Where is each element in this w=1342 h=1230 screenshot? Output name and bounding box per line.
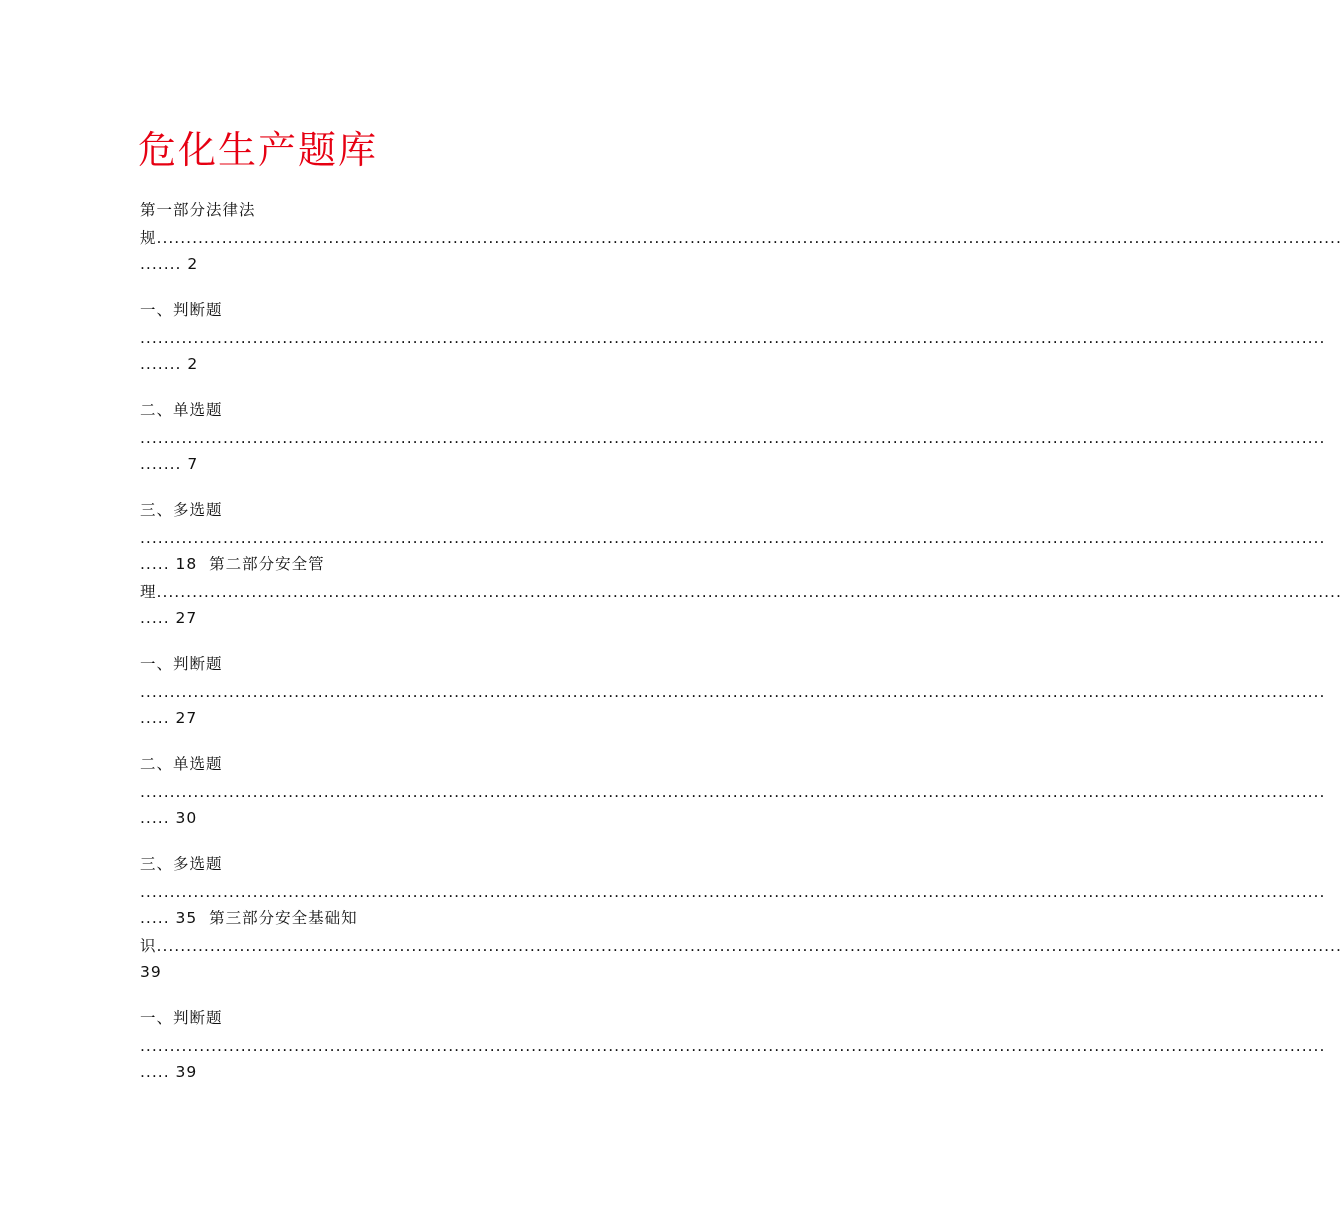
- toc-leader: ........................................................................................................................................................................................................: [140, 683, 1326, 701]
- toc-line-text: 识: [140, 937, 157, 955]
- toc-line: [140, 936, 1342, 956]
- toc-line: ..... 30: [140, 809, 198, 827]
- toc-line: 第一部分法律法: [140, 201, 256, 219]
- toc-line: ..... 18 第二部分安全管: [140, 555, 325, 573]
- toc-line: [140, 528, 1326, 548]
- toc-line: ....... 2: [140, 255, 199, 273]
- toc-leader: ........................................................................................................................................................................................................: [140, 883, 1326, 901]
- toc-leader: ........................................................................................................................................................................................................: [140, 1037, 1326, 1055]
- toc-leader: ........................................................................................................................................................................................................: [140, 329, 1326, 347]
- toc-leader: ........................................................................................................................................................................................................: [140, 783, 1326, 801]
- toc-leader: ........................................................................................................................................................................................................: [140, 529, 1326, 547]
- toc-line-text: 规: [140, 229, 157, 247]
- toc-line: 一、判断题: [140, 1009, 223, 1027]
- toc-line: 三、多选题: [140, 501, 223, 519]
- toc-line: [140, 582, 1342, 602]
- toc-line-text: 理: [140, 583, 157, 601]
- toc-line: ....... 7: [140, 455, 199, 473]
- toc-line: ..... 27: [140, 709, 198, 727]
- toc-line: 39: [140, 963, 162, 981]
- toc-line: 二、单选题: [140, 755, 223, 773]
- toc-line: [140, 682, 1326, 702]
- toc-line: [140, 228, 1342, 248]
- toc-line: [140, 782, 1326, 802]
- toc-leader: ........................................................................................................................................................................................................: [156, 937, 1342, 955]
- toc-line: ..... 27: [140, 609, 198, 627]
- toc-line: ..... 35 第三部分安全基础知: [140, 909, 358, 927]
- toc-line: [140, 882, 1326, 902]
- toc-line: ..... 39: [140, 1063, 198, 1081]
- document-title: 危化生产题库: [138, 128, 379, 172]
- toc-leader: ........................................................................................................................................................................................................: [140, 429, 1326, 447]
- toc-line: 一、判断题: [140, 301, 223, 319]
- toc-line: [140, 1036, 1326, 1056]
- toc-line: 一、判断题: [140, 655, 223, 673]
- toc-leader: ........................................................................................................................................................................................................: [156, 229, 1342, 247]
- toc-leader: ........................................................................................................................................................................................................: [156, 583, 1342, 601]
- toc-line: ....... 2: [140, 355, 199, 373]
- toc-line: 三、多选题: [140, 855, 223, 873]
- toc-line: [140, 428, 1326, 448]
- toc-line: [140, 328, 1326, 348]
- toc-line: 二、单选题: [140, 401, 223, 419]
